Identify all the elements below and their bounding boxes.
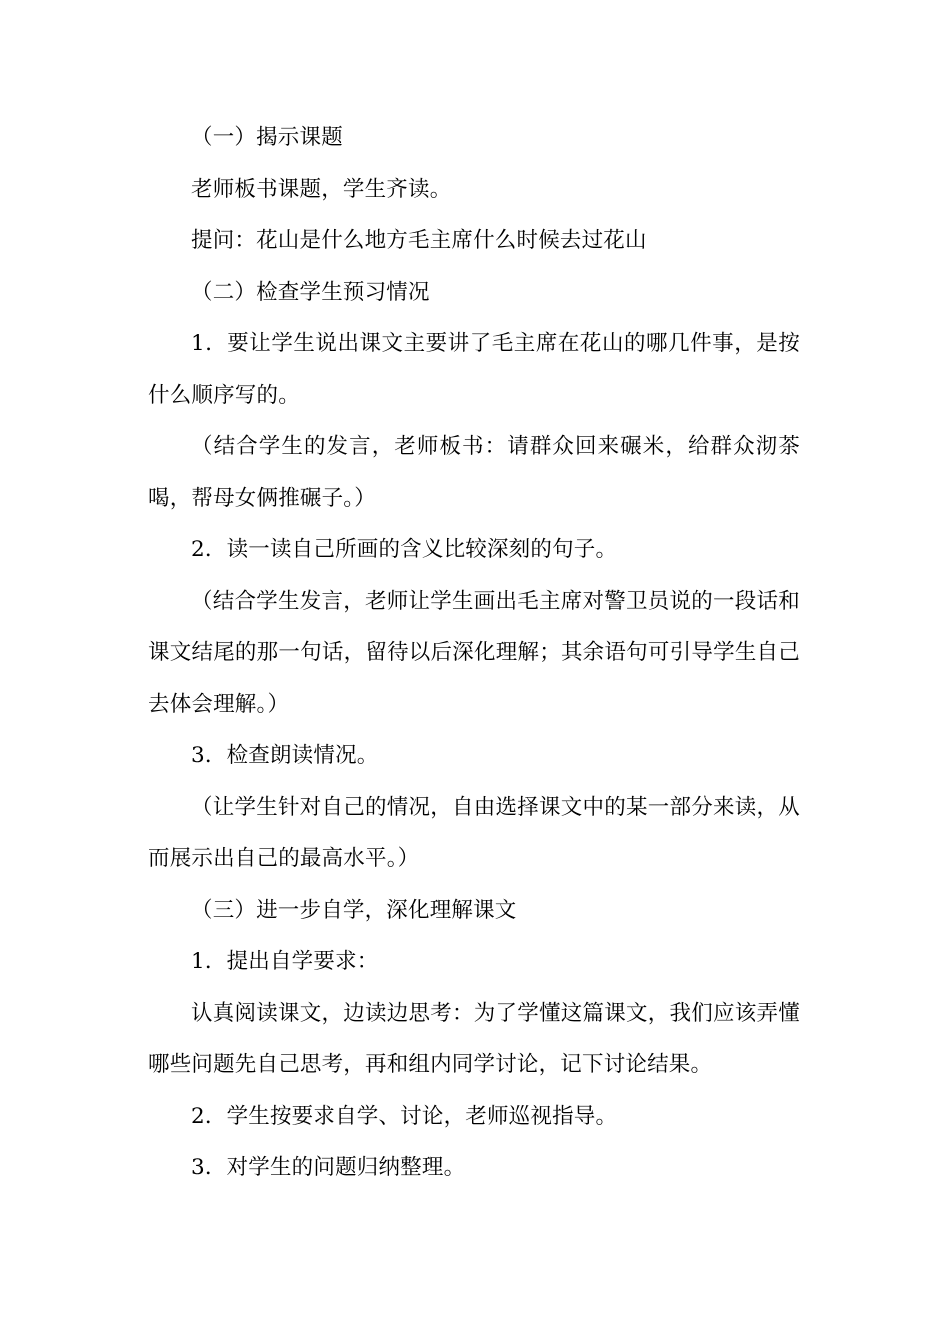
section-heading-3: （三）进一步自学，深化理解课文 — [191, 897, 517, 923]
list-item: 2．学生按要求自学、讨论，老师巡视指导。 — [191, 1103, 618, 1129]
paragraph: （结合学生的发言，老师板书：请群众回来碾米，给群众沏茶喝，帮母女俩推碾子。） — [148, 434, 800, 511]
list-item: 2．读一读自己所画的含义比较深刻的句子。 — [191, 537, 618, 562]
paragraph: 老师板书课题，学生齐读。 — [191, 176, 452, 202]
list-item: 3．检查朗读情况。 — [191, 743, 379, 768]
paragraph: 认真阅读课文，边读边思考：为了学懂这篇课文，我们应该弄懂哪些问题先自己思考，再和组内同学讨论，记下讨论结果。 — [148, 1000, 800, 1077]
paragraph: （结合学生发言，老师让学生画出毛主席对警卫员说的一段话和课文结尾的那一句话，留待以后深化理解；其余语句可引导学生自己去体会理解。） — [148, 588, 800, 717]
list-item: 1．提出自学要求： — [191, 949, 379, 974]
section-heading-1: （一）揭示课题 — [191, 125, 343, 150]
paragraph: （让学生针对自己的情况，自由选择课文中的某一部分来读，从而展示出自己的最高水平。） — [148, 794, 800, 871]
section-heading-2: （二）检查学生预习情况 — [191, 279, 430, 305]
document-body — [148, 112, 800, 1194]
paragraph: 提问：花山是什么地方毛主席什么时候去过花山 — [191, 228, 647, 253]
list-item: 3．对学生的问题归纳整理。 — [191, 1155, 466, 1180]
list-item: 1．要让学生说出课文主要讲了毛主席在花山的哪几件事，是按什么顺序写的。 — [148, 331, 800, 408]
